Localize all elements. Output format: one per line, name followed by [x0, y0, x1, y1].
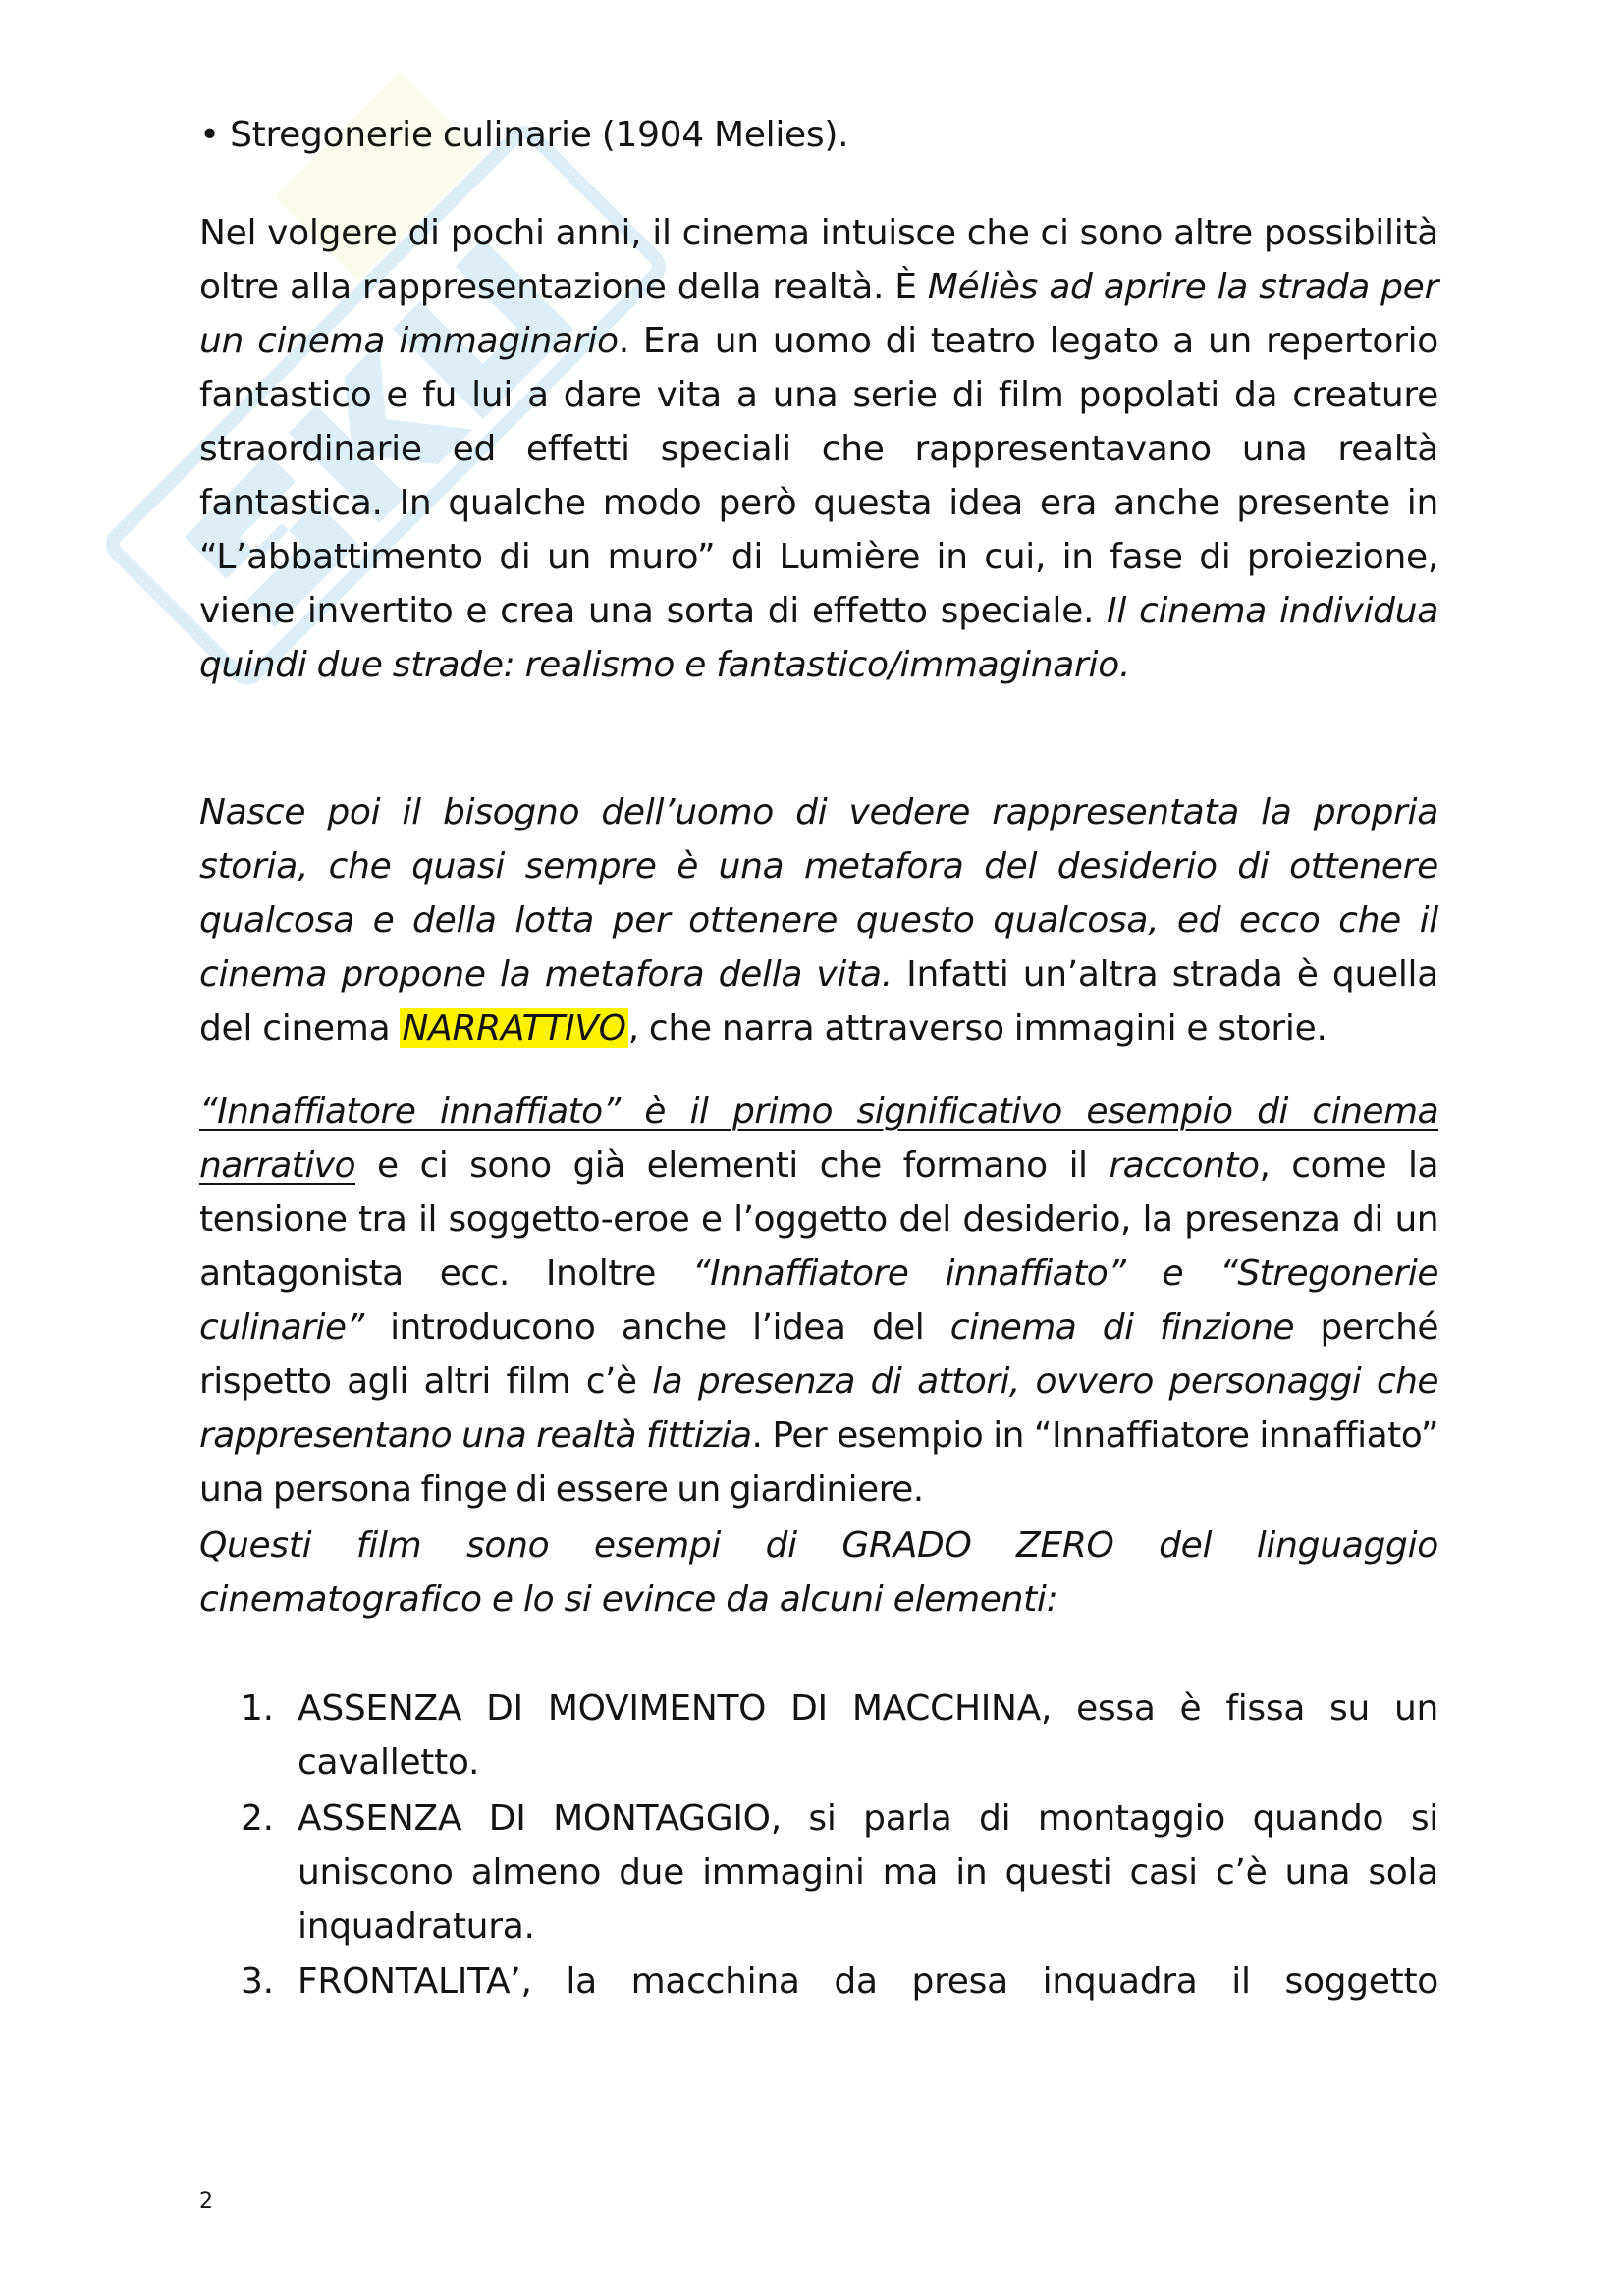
- page-number: 2: [199, 2189, 213, 2214]
- paragraph-2: Nasce poi il bisogno dell’uomo di vedere rappresentata la propria storia, che quasi sempre è una metafora del desiderio di ottenere qualcosa e della lotta per ottenere questo qualcosa, ed ecco che il cinema propone la metafora della vita. Infatti un’altra strada è quella del cinema NARRATTIVO, che narra attraverso immagini e storie.: [199, 792, 1438, 1048]
- highlighted-term: NARRATTIVO: [402, 1008, 626, 1048]
- paragraph-1: Nel volgere di pochi anni, il cinema intuisce che ci sono altre possibilità oltre alla rappresentazione della realtà. È Méliès ad aprire la strada per un cinema immaginario. Era un uomo di teatro legato a un repertorio fantastico e fu lui a dare vita a una serie di film popolati da creature straordinarie ed effetti speciali che rappresentavano una realtà fantastica. In qualche modo però questa idea era anche presente in “L’abbattimento di un muro” di Lumière in cui, in fase di proiezione, viene invertito e crea una sorta di effetto speciale. Il cinema individua quindi due strade: realismo e fantastico/immaginario.: [199, 213, 1439, 685]
- list-item: 2. ASSENZA DI MONTAGGIO, si parla di montaggio quando si uniscono almeno due immagini ma in questi casi c’è una sola inquadratura.: [241, 1798, 1438, 1947]
- bullet-item: [199, 108, 1438, 162]
- list-item: 1. ASSENZA DI MOVIMENTO DI MACCHINA, essa è fissa su un cavalletto.: [241, 1688, 1438, 1783]
- list-item: 3. FRONTALITA’, la macchina da presa inquadra il soggetto: [241, 1961, 1438, 2002]
- bullet-item-text: Stregonerie culinarie (1904 Melies).: [230, 115, 849, 155]
- bullet-glyph: •: [199, 115, 231, 155]
- paragraph-4: Questi film sono esempi di GRADO ZERO del linguaggio cinematografico e lo si evince da alcuni elementi:: [199, 1525, 1438, 1620]
- paragraph-3: “Innaffiatore innaffiato” è il primo significativo esempio di cinema narrativo e ci sono già elementi che formano il racconto, come la tensione tra il soggetto-eroe e l’oggetto del desiderio, la presenza di un antagonista ecc. Inoltre “Innaffiatore innaffiato” e “Stregonerie culinarie” introducono anche l’idea del cinema di finzione perché rispetto agli altri film c’è la presenza di attori, ovvero personaggi che rappresentano una realtà fittizia. Per esempio in “Innaffiatore innaffiato” una persona finge di essere un giardiniere.: [199, 1092, 1438, 1510]
